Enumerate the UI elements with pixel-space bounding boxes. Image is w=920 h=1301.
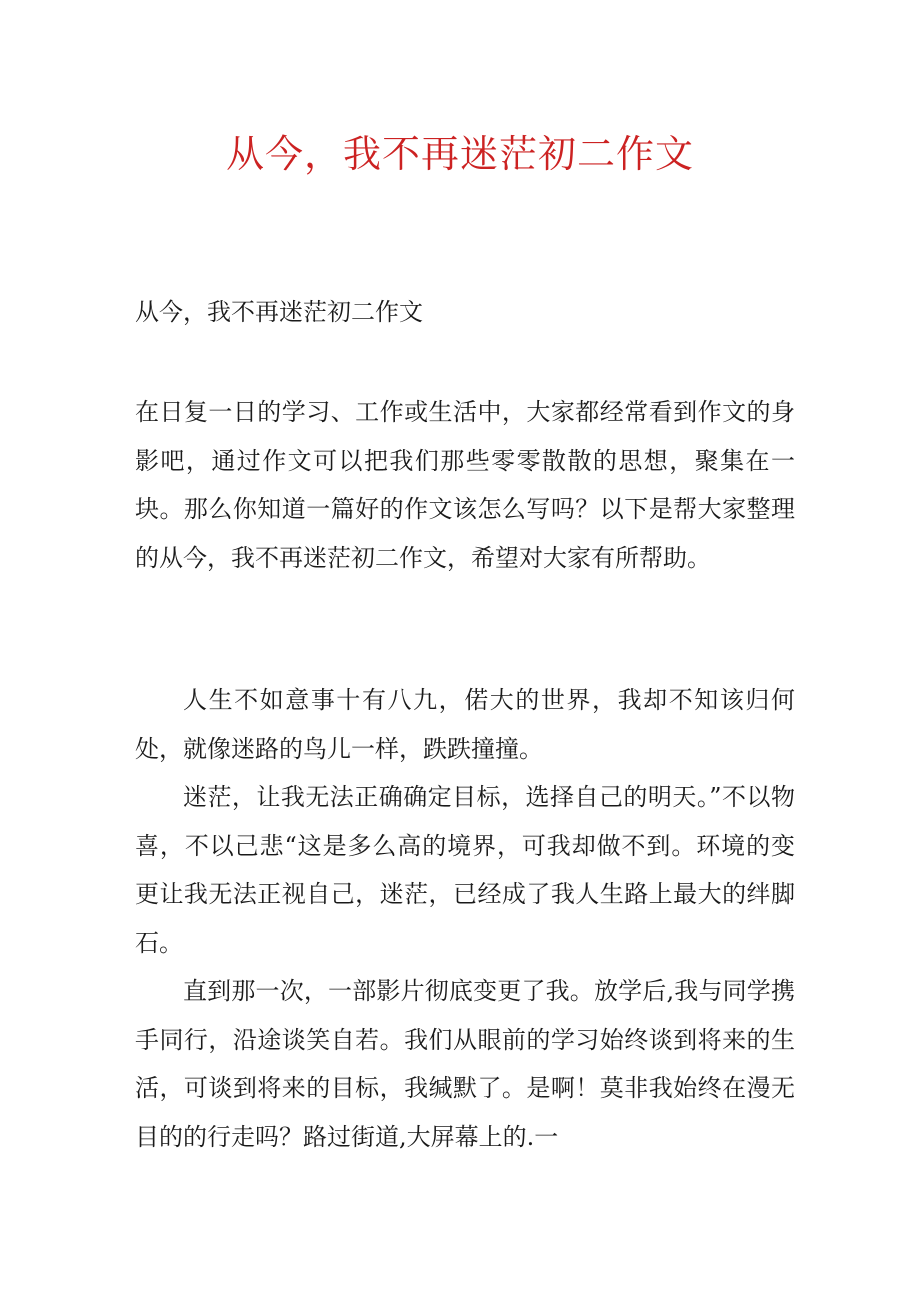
document-subtitle: 从今，我不再迷茫初二作文	[135, 298, 423, 326]
essay-paragraph-1: 人生不如意事十有八九，偌大的世界，我却不知该归何处，就像迷路的鸟儿一样，跌跌撞撞。	[135, 686, 795, 763]
essay-body	[135, 676, 795, 1161]
essay-paragraph-3: 直到那一次，一部影片彻底变更了我。放学后,我与同学携手同行，沿途谈笑自若。我们从眼前的学习始终谈到将来的生活，可谈到将来的目标，我缄默了。是啊！莫非我始终在漫无目的的行走吗？路过街道,大屏幕上的.一	[135, 977, 795, 1151]
document-title: 从今，我不再迷茫初二作文	[225, 132, 694, 176]
intro-paragraph: 在日复一日的学习、工作或生活中，大家都经常看到作文的身影吧，通过作文可以把我们那些零零散散的思想，聚集在一块。那么你知道一篇好的作文该怎么写吗？以下是帮大家整理的从今，我不再迷茫初二作文，希望对大家有所帮助。	[135, 398, 795, 572]
essay-paragraph-2: 迷茫，让我无法正确确定目标，选择自己的明天。”不以物喜，不以己悲“这是多么高的境界，可我却做不到。环境的变更让我无法正视自己，迷茫，已经成了我人生路上最大的绊脚石。	[135, 783, 795, 957]
